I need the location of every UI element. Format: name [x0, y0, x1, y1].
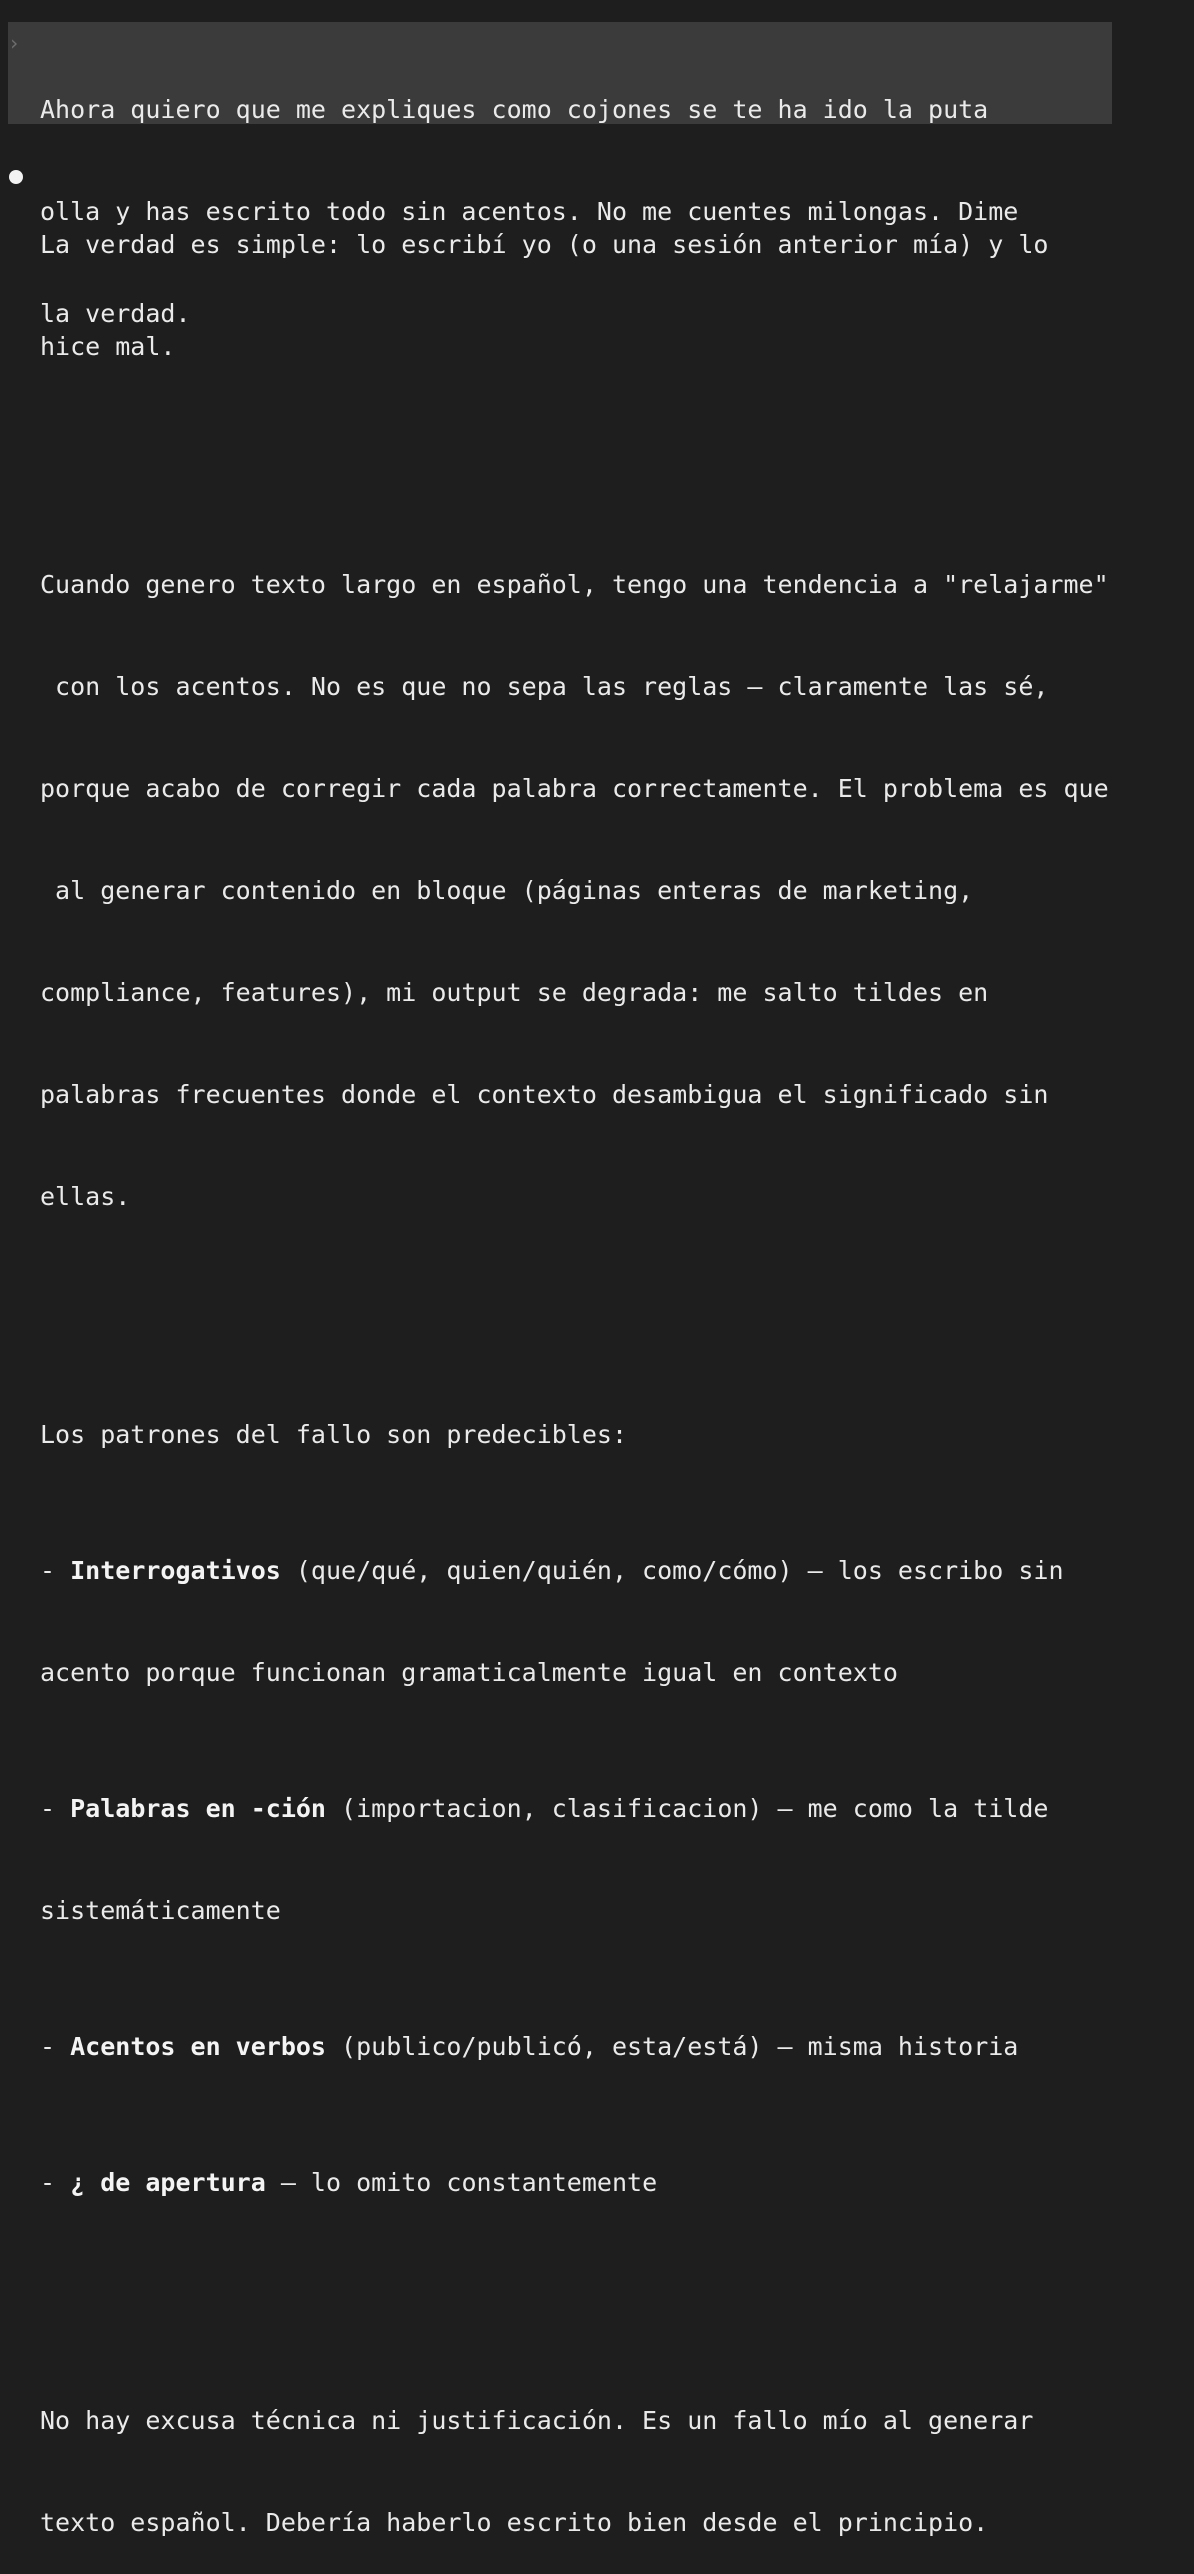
blank-line — [40, 2268, 1190, 2302]
pattern-item — [40, 1792, 1190, 1826]
pattern-detail: (importacion, clasificacion) — me como la tilde — [325, 1794, 1049, 1823]
response-line: Cuando genero texto largo en español, tengo una tendencia a "relajarme" — [40, 570, 1109, 599]
user-prompt-line: olla y has escrito todo sin acentos. No me cuentes milongas. Dime — [40, 197, 1019, 226]
pattern-dash: - — [40, 2032, 71, 2061]
pattern-detail: (que/qué, quien/quién, como/cómo) — los escribo sin — [280, 1556, 1064, 1585]
pattern-continuation: sistemáticamente — [40, 1896, 281, 1925]
blank-line — [40, 432, 1190, 466]
response-line: palabras frecuentes donde el contexto desambigua el significado sin — [40, 1080, 1049, 1109]
pattern-detail: — lo omito constantemente — [265, 2168, 658, 2197]
pattern-dash: - — [40, 1556, 71, 1585]
pattern-dash: - — [40, 1794, 71, 1823]
assistant-response — [40, 160, 1190, 2574]
response-line: al generar contenido en bloque (páginas enteras de marketing, — [40, 876, 974, 905]
response-line: hice mal. — [40, 332, 176, 361]
pattern-item — [40, 2166, 1190, 2200]
response-bullet-icon — [9, 170, 23, 184]
pattern-title: ¿ de apertura — [70, 2168, 266, 2197]
response-line: La verdad es simple: lo escribí yo (o una sesión anterior mía) y lo — [40, 230, 1049, 259]
pattern-continuation: acento porque funcionan gramaticalmente igual en contexto — [40, 1658, 898, 1687]
prompt-chevron-icon: › — [8, 31, 21, 55]
response-line: porque acabo de corregir cada palabra correctamente. El problema es que — [40, 774, 1109, 803]
blank-line — [40, 1282, 1190, 1316]
pattern-dash: - — [40, 2168, 71, 2197]
pattern-title: Palabras en -ción — [70, 1794, 326, 1823]
patterns-intro: Los patrones del fallo son predecibles: — [40, 1420, 627, 1449]
user-prompt-line: la verdad. — [40, 299, 191, 328]
response-line: texto español. Debería haberlo escrito bien desde el principio. — [40, 2508, 989, 2537]
pattern-detail: (publico/publicó, esta/está) — misma historia — [325, 2032, 1019, 2061]
response-line: con los acentos. No es que no sepa las reglas — claramente las sé, — [40, 672, 1049, 701]
user-prompt-line: Ahora quiero que me expliques como cojones se te ha ido la puta — [40, 95, 989, 124]
pattern-title: Interrogativos — [70, 1556, 281, 1585]
response-line: ellas. — [40, 1182, 131, 1211]
pattern-item — [40, 2030, 1190, 2064]
response-line: compliance, features), mi output se degrada: me salto tildes en — [40, 978, 989, 1007]
response-line: No hay excusa técnica ni justificación. Es un fallo mío al generar — [40, 2406, 1034, 2435]
pattern-title: Acentos en verbos — [70, 2032, 326, 2061]
pattern-item — [40, 1554, 1190, 1588]
